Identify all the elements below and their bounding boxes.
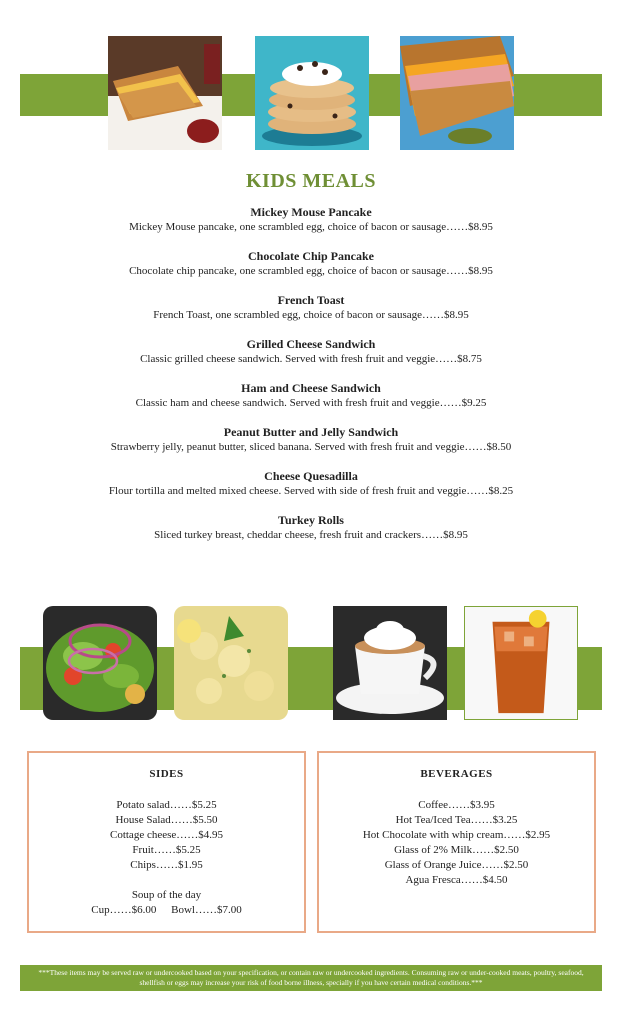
menu-item (0, 469, 622, 513)
menu-item-name: Ham and Cheese Sandwich (241, 381, 381, 395)
menu-item (0, 293, 622, 337)
ham-cheese-sandwich-photo (400, 36, 514, 150)
soup-bowl-price: Bowl……$7.00 (171, 904, 242, 916)
coffee-photo (333, 606, 447, 720)
menu-item-description: Mickey Mouse pancake, one scrambled egg, choice of bacon or sausage……$8.95 (129, 221, 493, 233)
menu-item (0, 249, 622, 293)
menu-item-description: Classic ham and cheese sandwich. Served with fresh fruit and veggie……$9.25 (135, 397, 487, 409)
soup-title: Soup of the day (131, 889, 202, 901)
grilled-cheese-photo (108, 36, 222, 150)
menu-item-description: Sliced turkey breast, cheddar cheese, fresh fruit and crackers……$8.95 (154, 529, 468, 541)
menu-item-name: Mickey Mouse Pancake (250, 205, 372, 219)
menu-item (0, 513, 622, 557)
sides-list (29, 798, 304, 873)
sides-item: House Salad……$5.50 (115, 814, 218, 826)
menu-item-name: French Toast (277, 293, 345, 307)
menu-title: KIDS MEALS (245, 170, 377, 192)
menu-item-name: Grilled Cheese Sandwich (246, 337, 376, 351)
beverages-title: BEVERAGES (420, 768, 493, 780)
menu-item-description: French Toast, one scrambled egg, choice of bacon or sausage……$8.95 (153, 309, 469, 321)
menu-item (0, 381, 622, 425)
kids-meals-list (0, 205, 622, 557)
sides-item: Cottage cheese……$4.95 (109, 829, 224, 841)
sides-item: Fruit……$5.25 (132, 844, 201, 856)
sides-item: Chips……$1.95 (130, 859, 203, 871)
menu-item-name: Chocolate Chip Pancake (248, 249, 374, 263)
soup-cup-price: Cup……$6.00 (91, 904, 157, 916)
potato-salad-photo (174, 606, 288, 720)
beverages-box (317, 751, 596, 933)
menu-item-name: Cheese Quesadilla (264, 469, 358, 483)
iced-tea-photo (464, 606, 578, 720)
menu-item-name: Peanut Butter and Jelly Sandwich (223, 425, 399, 439)
sides-box (27, 751, 306, 933)
disclaimer: ***These items may be served raw or undercooked based on your specification, or contain raw or undercooked ingredients. Consuming raw or under-cooked meats, poultry, seafood, shellfish or eggs may increase your risk of food borne illness, specially if you have certain medical conditions.*** (20, 965, 602, 991)
menu-item (0, 205, 622, 249)
menu-item-description: Classic grilled cheese sandwich. Served with fresh fruit and veggie……$8.75 (140, 353, 482, 365)
menu-item (0, 337, 622, 381)
menu-item (0, 425, 622, 469)
menu-item-description: Strawberry jelly, peanut butter, sliced banana. Served with fresh fruit and veggie……$8.50 (110, 441, 512, 453)
menu-item-name: Turkey Rolls (278, 513, 344, 527)
beverage-item: Agua Fresca……$4.50 (405, 874, 508, 886)
salad-photo (43, 606, 157, 720)
beverage-item: Coffee……$3.95 (418, 799, 495, 811)
beverage-item: Glass of Orange Juice……$2.50 (384, 859, 529, 871)
beverage-item: Hot Tea/Iced Tea……$3.25 (395, 814, 518, 826)
sides-item: Potato salad……$5.25 (116, 799, 217, 811)
beverage-item: Hot Chocolate with whip cream……$2.95 (362, 829, 551, 841)
beverages-list (319, 798, 594, 888)
beverage-item: Glass of 2% Milk……$2.50 (394, 844, 519, 856)
menu-item-description: Flour tortilla and melted mixed cheese. Served with side of fresh fruit and veggie……$8.25 (108, 485, 514, 497)
soup-prices (29, 903, 304, 918)
menu-item-description: Chocolate chip pancake, one scrambled egg, choice of bacon or sausage……$8.95 (129, 265, 493, 277)
sides-title: SIDES (149, 768, 184, 780)
pancake-stack-photo (255, 36, 369, 150)
